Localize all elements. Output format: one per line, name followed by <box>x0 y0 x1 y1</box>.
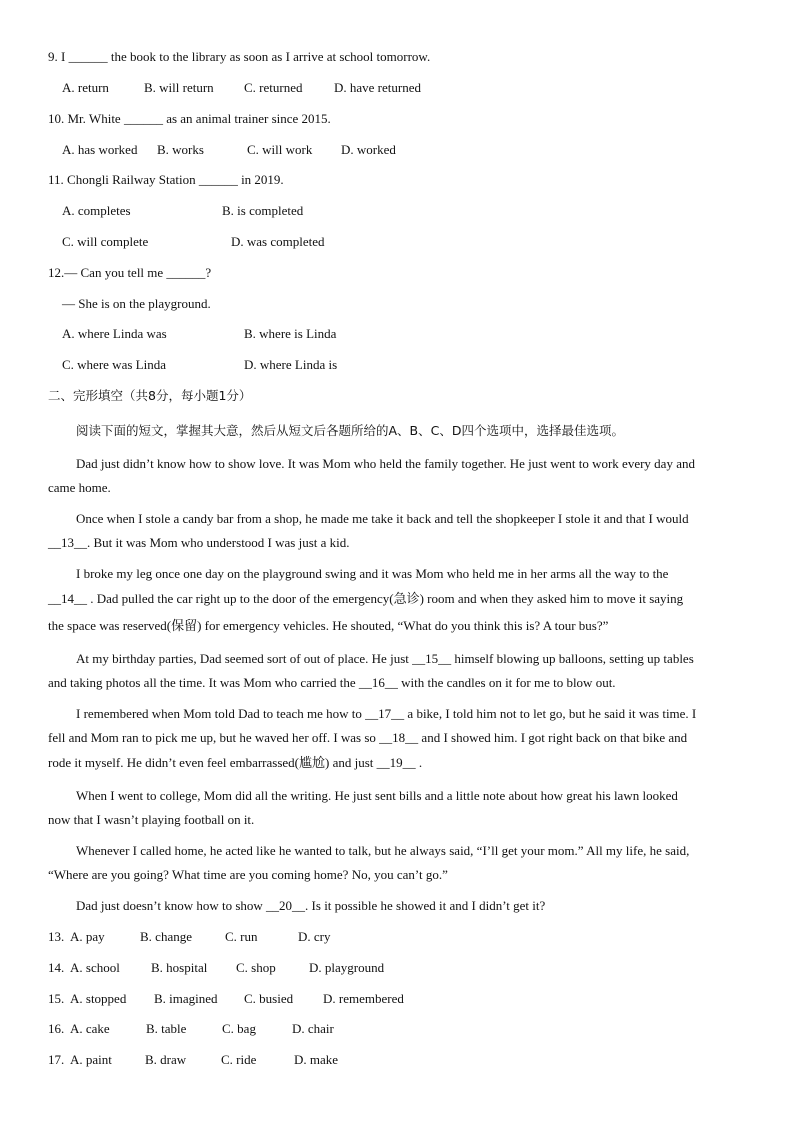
question-9-stem: 9. I ______ the book to the library as soon as I arrive at school tomorrow. <box>48 49 431 64</box>
q10-option-a: A. has worked <box>62 142 138 157</box>
q10-option-b: B. works <box>157 142 204 157</box>
passage-line: now that I wasn’t playing football on it. <box>48 812 255 827</box>
cloze-14-option-b: B. hospital <box>151 960 208 975</box>
passage-line: Whenever I called home, he acted like he wanted to talk, but he always said, “I’ll get your mom.” All my life, he said, <box>76 843 690 858</box>
passage-line: came home. <box>48 480 111 495</box>
question-11-stem: 11. Chongli Railway Station ______ in 2019. <box>48 172 284 187</box>
q9-option-d: D. have returned <box>334 80 421 95</box>
q11-option-d: D. was completed <box>231 234 325 249</box>
q10-option-c: C. will work <box>247 142 313 157</box>
q12-option-d: D. where Linda is <box>244 357 338 372</box>
cloze-14-option-c: C. shop <box>236 960 276 975</box>
q12-option-a: A. where Linda was <box>62 326 167 341</box>
cloze-16-option-a: A. cake <box>70 1021 110 1036</box>
q11-option-c: C. will complete <box>62 234 149 249</box>
cloze-13-option-a: A. pay <box>70 929 105 944</box>
passage-line: rode it myself. He didn’t even feel embarrassed(尴尬) and just __19__ . <box>48 755 423 770</box>
q9-option-c: C. returned <box>244 80 303 95</box>
passage-line: Once when I stole a candy bar from a shop, he made me take it back and tell the shopkeeper I stole it and that I would <box>76 511 689 526</box>
cloze-16-option-c: C. bag <box>222 1021 256 1036</box>
cloze-13-label: 13. <box>48 929 65 944</box>
passage-line: I broke my leg once one day on the playground swing and it was Mom who held me in her arms all the way to the <box>76 566 669 581</box>
q9-option-a: A. return <box>62 80 109 95</box>
cloze-17-option-a: A. paint <box>70 1052 112 1067</box>
passage-line: __14__ . Dad pulled the car right up to the door of the emergency(急诊) room and when they asked him to move it saying <box>48 591 684 606</box>
passage-line: Dad just didn’t know how to show love. It was Mom who held the family together. He just went to work every day and <box>76 456 695 471</box>
cloze-15-option-d: D. remembered <box>323 991 404 1006</box>
question-10-stem: 10. Mr. White ______ as an animal trainer since 2015. <box>48 111 331 126</box>
passage-line: Dad just doesn’t know how to show __20__. Is it possible he showed it and I didn’t get it? <box>76 898 546 913</box>
cloze-16-label: 16. <box>48 1021 65 1036</box>
q12-option-b: B. where is Linda <box>244 326 337 341</box>
cloze-17-label: 17. <box>48 1052 65 1067</box>
cloze-14-option-d: D. playground <box>309 960 385 975</box>
cloze-15-option-c: C. busied <box>244 991 294 1006</box>
passage-line: I remembered when Mom told Dad to teach me how to __17__ a bike, I told him not to let go, but he said it was time. I <box>76 706 697 721</box>
cloze-13-option-b: B. change <box>140 929 192 944</box>
cloze-13-option-c: C. run <box>225 929 258 944</box>
cloze-13-option-d: D. cry <box>298 929 331 944</box>
passage-line: the space was reserved(保留) for emergency vehicles. He shouted, “What do you think this is? A tour bus?” <box>48 618 609 633</box>
cloze-16-option-b: B. table <box>146 1021 187 1036</box>
cloze-16-option-d: D. chair <box>292 1021 334 1036</box>
q11-option-b: B. is completed <box>222 203 304 218</box>
cloze-17-option-b: B. draw <box>145 1052 187 1067</box>
cloze-15-label: 15. <box>48 991 65 1006</box>
passage-line: __13__. But it was Mom who understood I was just a kid. <box>48 535 350 550</box>
section-heading: 二、完形填空（共8分，每小题1分） <box>48 388 252 403</box>
cloze-17-option-d: D. make <box>294 1052 339 1067</box>
q9-option-b: B. will return <box>144 80 214 95</box>
q10-option-d: D. worked <box>341 142 396 157</box>
cloze-17-option-c: C. ride <box>221 1052 257 1067</box>
question-12-reply: — She is on the playground. <box>62 296 211 311</box>
passage-line: and taking photos all the time. It was Mom who carried the __16__ with the candles on it for me to blow out. <box>48 675 616 690</box>
cloze-15-option-a: A. stopped <box>70 991 127 1006</box>
q12-option-c: C. where was Linda <box>62 357 166 372</box>
passage-line: When I went to college, Mom did all the writing. He just sent bills and a little note about how great his lawn looked <box>76 788 678 803</box>
q11-option-a: A. completes <box>62 203 131 218</box>
cloze-14-option-a: A. school <box>70 960 120 975</box>
passage-line: “Where are you going? What time are you coming home? No, you can’t go.” <box>48 867 448 882</box>
cloze-15-option-b: B. imagined <box>154 991 218 1006</box>
passage-line: fell and Mom ran to pick me up, but he waved her off. I was so __18__ and I showed him. I got right back on that bike and <box>48 730 688 745</box>
section-instruction: 阅读下面的短文，掌握其大意，然后从短文后各题所给的A、B、C、D四个选项中，选择最佳选项。 <box>76 423 624 438</box>
passage-line: At my birthday parties, Dad seemed sort of out of place. He just __15__ himself blowing up balloons, setting up tables <box>76 651 694 666</box>
cloze-14-label: 14. <box>48 960 65 975</box>
question-12-stem: 12.— Can you tell me ______? <box>48 265 212 280</box>
